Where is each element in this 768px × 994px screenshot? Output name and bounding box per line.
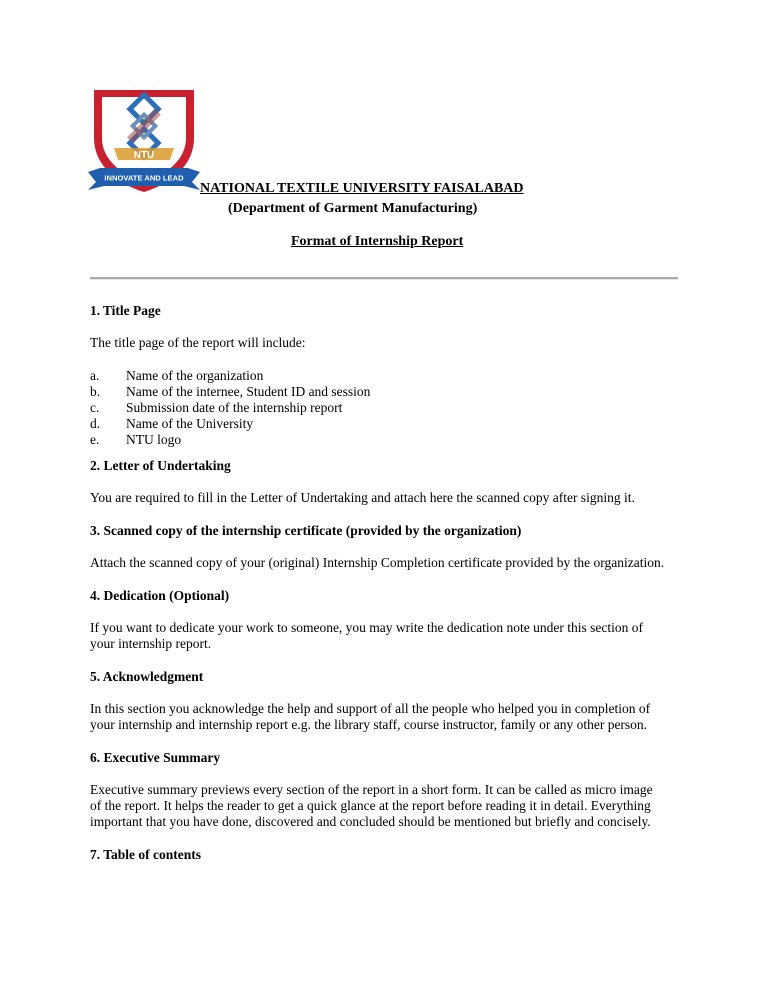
text-line: of the report. It helps the reader to get a quick glance at the report before reading it in detail. Everything <box>90 798 651 813</box>
list-item <box>90 368 690 384</box>
list-marker: c. <box>90 400 100 415</box>
list-marker: a. <box>90 368 100 383</box>
section-heading-letter-of-undertaking: 2. Letter of Undertaking <box>90 458 231 473</box>
list-item-text: Name of the University <box>126 416 254 431</box>
list-item <box>90 432 690 448</box>
section-heading-table-of-contents: 7. Table of contents <box>90 847 202 862</box>
list-item-text: Name of the organization <box>126 368 264 383</box>
list-item <box>90 400 690 416</box>
list-item <box>90 416 690 432</box>
document-title: Format of Internship Report <box>291 234 464 249</box>
section-heading-title-page: 1. Title Page <box>90 303 161 318</box>
section-heading-internship-certificate: 3. Scanned copy of the internship certificate (provided by the organization) <box>90 523 522 538</box>
section-text: You are required to fill in the Letter of Undertaking and attach here the scanned copy after signing it. <box>90 490 635 505</box>
section-text <box>90 701 690 733</box>
list-item-text: NTU logo <box>126 432 182 447</box>
section-text <box>90 782 690 830</box>
ntu-logo <box>88 86 200 196</box>
university-name: NATIONAL TEXTILE UNIVERSITY FAISALABAD <box>200 181 524 196</box>
section-text <box>90 620 690 652</box>
list-marker: d. <box>90 416 101 431</box>
logo-banner-text: INNOVATE AND LEAD <box>104 173 184 183</box>
text-line: In this section you acknowledge the help and support of all the people who helped you in completion of <box>90 701 651 716</box>
list-item <box>90 384 690 400</box>
logo-ntu-text: NTU <box>133 150 155 161</box>
list-marker: e. <box>90 432 100 447</box>
text-line: your internship report. <box>90 636 212 651</box>
list-marker: b. <box>90 384 101 399</box>
horizontal-rule <box>90 277 678 280</box>
title-page-items-list <box>90 368 690 448</box>
section-heading-acknowledgment: 5. Acknowledgment <box>90 669 204 684</box>
list-item-text: Submission date of the internship report <box>126 400 343 415</box>
department-name: (Department of Garment Manufacturing) <box>228 201 478 216</box>
text-line: If you want to dedicate your work to someone, you may write the dedication note under this section of <box>90 620 643 635</box>
text-line: Executive summary previews every section of the report in a short form. It can be called as micro image <box>90 782 653 797</box>
document-body <box>90 303 690 879</box>
text-line: your internship and internship report e.g. the library staff, course instructor, family or any other person. <box>90 717 648 732</box>
section-text: The title page of the report will include: <box>90 335 306 350</box>
section-text: Attach the scanned copy of your (original) Internship Completion certificate provided by the organization. <box>90 555 665 570</box>
list-item-text: Name of the internee, Student ID and session <box>126 384 371 399</box>
section-heading-executive-summary: 6. Executive Summary <box>90 750 221 765</box>
section-heading-dedication: 4. Dedication (Optional) <box>90 588 230 603</box>
text-line: important that you have done, discovered and concluded should be mentioned but briefly and concisely. <box>90 814 651 829</box>
